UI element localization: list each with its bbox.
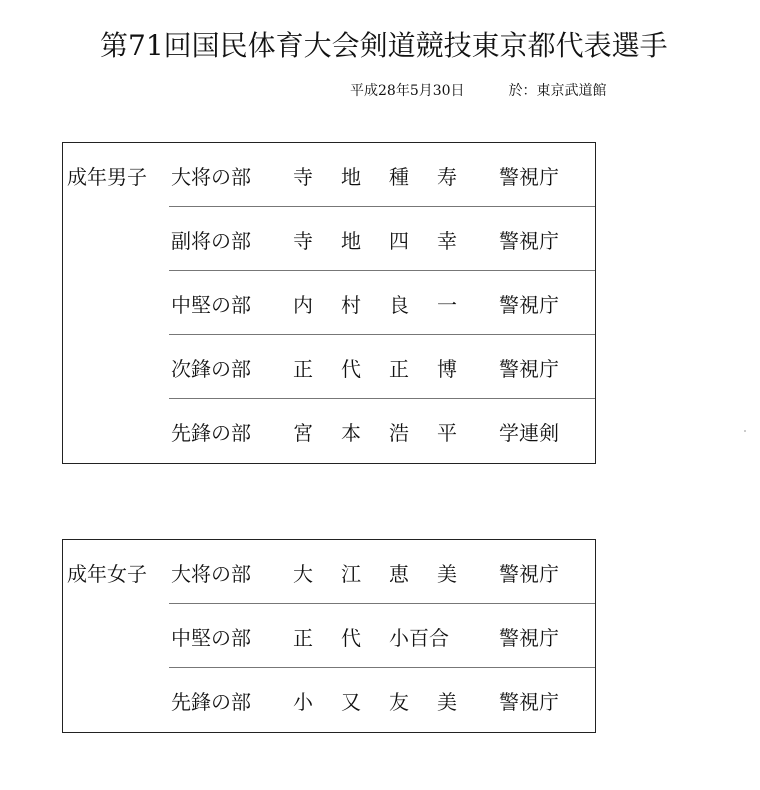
table-row bbox=[169, 540, 595, 604]
name-char: 友 bbox=[389, 690, 409, 714]
name-char: 博 bbox=[437, 357, 457, 381]
name-char: 寿 bbox=[437, 165, 457, 189]
name-char: 正 bbox=[293, 357, 313, 381]
name-char: 一 bbox=[437, 293, 457, 317]
name-char: 地 bbox=[341, 229, 361, 253]
name-char: 村 bbox=[341, 293, 361, 317]
table-row bbox=[169, 604, 595, 668]
position-label: 次鋒の部 bbox=[171, 357, 251, 381]
womens-team-table bbox=[62, 539, 596, 733]
position-label: 先鋒の部 bbox=[171, 421, 251, 445]
category-label: 成年女子 bbox=[67, 562, 147, 586]
table-row bbox=[169, 207, 595, 271]
name-char: 美 bbox=[437, 562, 457, 586]
table-row bbox=[169, 399, 595, 463]
name-char: 良 bbox=[389, 293, 409, 317]
name-char: 恵 bbox=[389, 562, 409, 586]
document-title: 第71回国民体育大会剣道競技東京都代表選手 bbox=[100, 29, 668, 62]
name-char: 大 bbox=[293, 562, 313, 586]
name-char: 正 bbox=[293, 626, 313, 650]
affiliation: 警視庁 bbox=[499, 229, 559, 253]
position-label: 中堅の部 bbox=[171, 293, 251, 317]
name-char: 平 bbox=[437, 421, 457, 445]
event-date: 平成28年5月30日 bbox=[350, 83, 465, 99]
affiliation: 警視庁 bbox=[499, 562, 559, 586]
affiliation: 警視庁 bbox=[499, 690, 559, 714]
name-char: 地 bbox=[341, 165, 361, 189]
name-char: 正 bbox=[389, 357, 409, 381]
name-char: 本 bbox=[341, 421, 361, 445]
given-name: 小百合 bbox=[389, 626, 449, 650]
affiliation: 警視庁 bbox=[499, 293, 559, 317]
position-label: 副将の部 bbox=[171, 229, 251, 253]
name-char: 種 bbox=[389, 165, 409, 189]
name-char: 内 bbox=[293, 293, 313, 317]
affiliation: 警視庁 bbox=[499, 357, 559, 381]
name-char: 寺 bbox=[293, 229, 313, 253]
position-label: 大将の部 bbox=[171, 165, 251, 189]
table-row bbox=[169, 271, 595, 335]
affiliation: 学連剣 bbox=[499, 421, 559, 445]
name-char: 宮 bbox=[293, 421, 313, 445]
name-char: 浩 bbox=[389, 421, 409, 445]
category-label: 成年男子 bbox=[67, 165, 147, 189]
name-char: 小 bbox=[293, 690, 313, 714]
name-char: 代 bbox=[341, 626, 361, 650]
date-venue-line bbox=[350, 80, 607, 100]
table-row bbox=[169, 335, 595, 399]
affiliation: 警視庁 bbox=[499, 626, 559, 650]
name-char: 寺 bbox=[293, 165, 313, 189]
position-label: 中堅の部 bbox=[171, 626, 251, 650]
table-row bbox=[169, 668, 595, 732]
name-char: 江 bbox=[341, 562, 361, 586]
affiliation: 警視庁 bbox=[499, 165, 559, 189]
name-char: 代 bbox=[341, 357, 361, 381]
table-row bbox=[169, 143, 595, 207]
name-char: 美 bbox=[437, 690, 457, 714]
position-label: 先鋒の部 bbox=[171, 690, 251, 714]
position-label: 大将の部 bbox=[171, 562, 251, 586]
mens-team-table bbox=[62, 142, 596, 464]
event-venue: 於：東京武道館 bbox=[508, 83, 607, 99]
name-char: 幸 bbox=[437, 229, 457, 253]
name-char: 四 bbox=[389, 229, 409, 253]
name-char: 又 bbox=[341, 690, 361, 714]
scan-speck bbox=[744, 430, 746, 432]
